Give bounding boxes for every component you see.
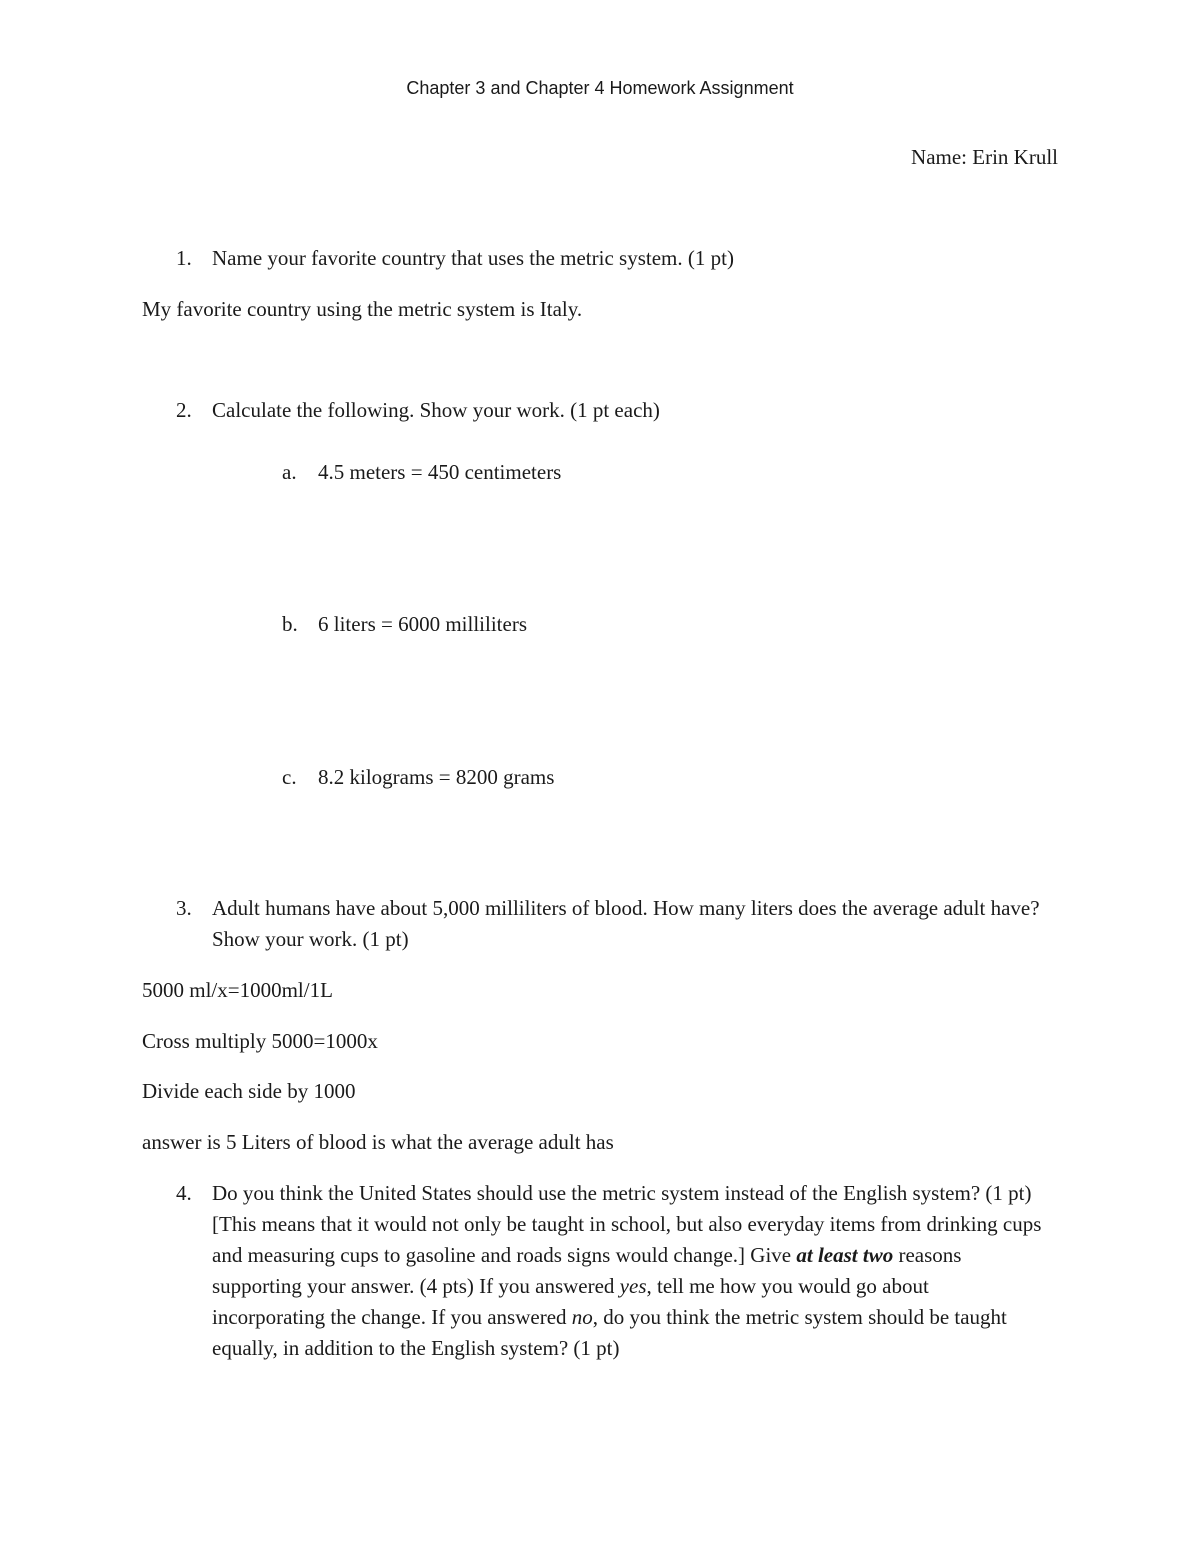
sub-item-label: c.	[282, 765, 297, 789]
sub-item-text: 6 liters = 6000 milliliters	[318, 612, 527, 636]
sub-item-b	[282, 609, 527, 640]
work-line: 5000 ml/x=1000ml/1L	[142, 978, 333, 1002]
question-text: Name your favorite country that uses the metric system. (1 pt)	[212, 246, 734, 270]
question-3	[176, 893, 1056, 955]
student-name: Name: Erin Krull	[911, 145, 1058, 169]
question-number: 3.	[176, 896, 192, 920]
question-number: 1.	[176, 246, 192, 270]
page-title: Chapter 3 and Chapter 4 Homework Assignment	[406, 78, 794, 98]
question-2	[176, 395, 660, 426]
sub-item-c	[282, 762, 554, 793]
sub-item-a	[282, 457, 561, 488]
sub-item-label: b.	[282, 612, 298, 636]
emphasis-text: at least two	[796, 1243, 894, 1267]
emphasis-yes: yes	[619, 1274, 647, 1298]
question-number: 2.	[176, 398, 192, 422]
question-4	[176, 1178, 1046, 1364]
work-line: Cross multiply 5000=1000x	[142, 1029, 378, 1053]
question-text: Adult humans have about 5,000 milliliters of blood. How many liters does the average adult have? Show your work. (1 pt)	[212, 896, 1040, 951]
sub-item-text: 8.2 kilograms = 8200 grams	[318, 765, 555, 789]
emphasis-no: no	[571, 1305, 593, 1329]
question-1	[176, 243, 734, 274]
sub-item-text: 4.5 meters = 450 centimeters	[318, 460, 562, 484]
sub-item-label: a.	[282, 460, 297, 484]
work-line: answer is 5 Liters of blood is what the average adult has	[142, 1130, 614, 1154]
answer-1: My favorite country using the metric system is Italy.	[142, 297, 583, 321]
question-text: Calculate the following. Show your work. (1 pt each)	[212, 398, 660, 422]
question-number: 4.	[176, 1181, 192, 1205]
work-line: Divide each side by 1000	[142, 1079, 356, 1103]
question-text: Do you think the United States should use the metric system instead of the English system? (1 pt) [This means that it would not only be taught in school, but also everyday items from drinking cups and measuring cups to gasoline and roads signs would change.] Give at least two reasons supporting your answer. (4 pts) If you answered yes, tell me how you would go about incorporating the change. If you answered no, do you think the metric system should be taught equally, in addition to the English system? (1 pt)	[212, 1181, 1042, 1360]
